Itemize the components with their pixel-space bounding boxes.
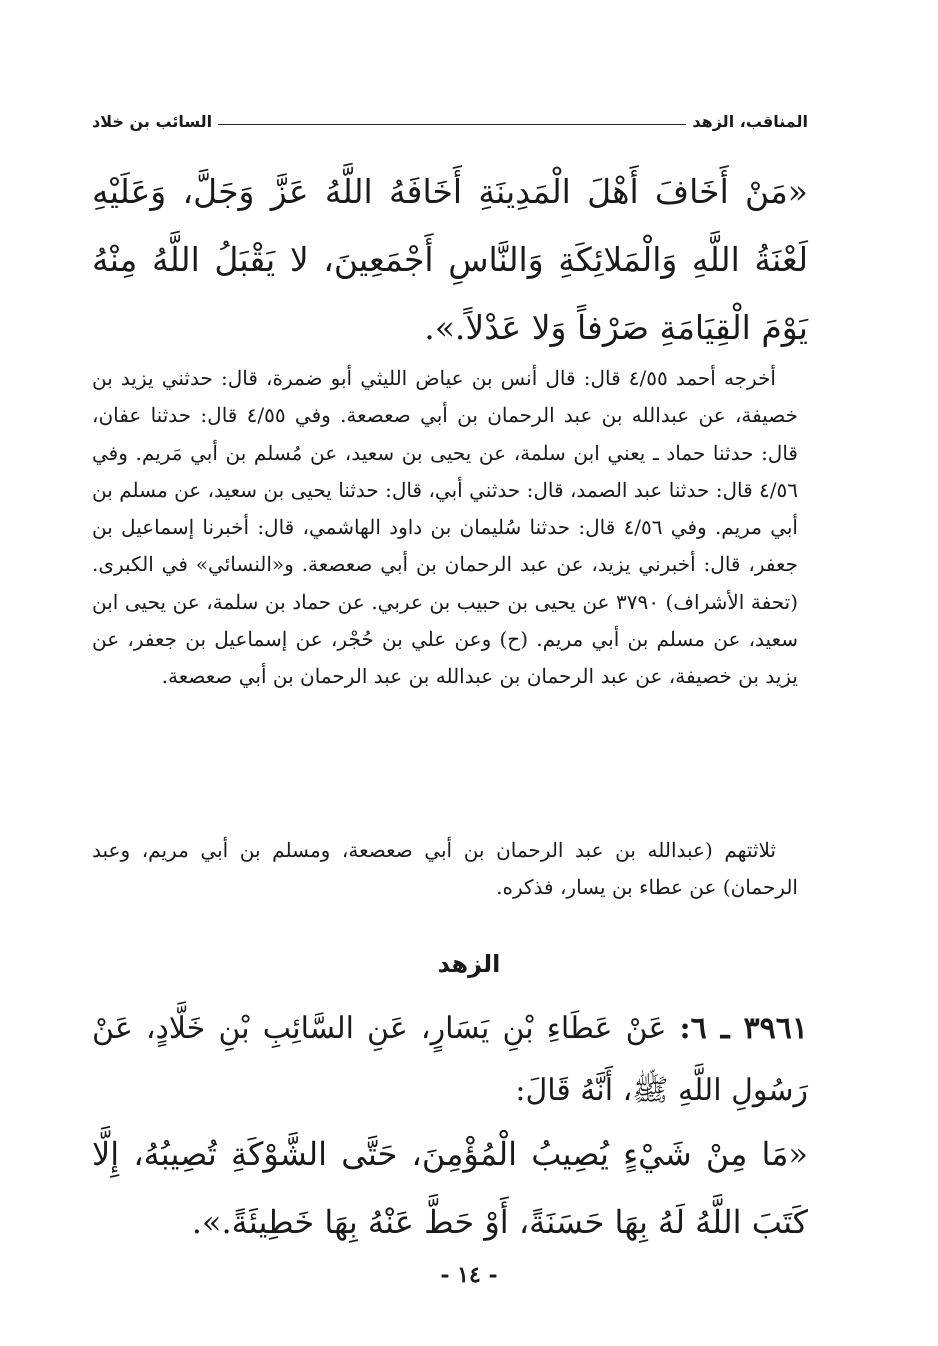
- hadith-text-2: «مَا مِنْ شَيْءٍ يُصِيبُ الْمُؤْمِنَ، حَتَّى الشَّوْكَةِ تُصِيبُهُ، إِلَّا كَتَبَ اللَّهُ لَهُ بِهَا حَسَنَةً، أَوْ حَطَّ عَنْهُ بِهَا خَطِيئَةً.».: [92, 1135, 808, 1241]
- section-title: الزهد: [437, 950, 501, 978]
- page-number: - ١٤ -: [440, 1262, 498, 1288]
- header-narrator-title: السائب بن خلاد: [92, 112, 213, 131]
- takhrij-paragraph: أخرجه أحمد ٤/٥٥ قال: قال أنس بن عياض الليثي أبو ضمرة، قال: حدثني يزيد بن خصيفة، عن عبدالله بن عبد الرحمان بن أبي صعصعة. وفي ٤/٥٥ قال: حدثنا عفان، قال: حدثنا حماد ـ يعني ابن سلمة، عن يحيى بن سعيد، عن مُسلم بن أبي مَريم. وفي ٤/٥٦ قال: حدثنا عبد الصمد، قال: حدثني أبي، قال: حدثنا يحيى بن سعيد، عن مسلم بن أبي مريم. وفي ٤/٥٦ قال: حدثنا سُليمان بن داود الهاشمي، قال: أخبرنا إسماعيل بن جعفر، قال: أخبرني يزيد، عن عبد الرحمان بن أبي صعصعة. و«النسائي» في الكبرى. (تحفة الأشراف) ٣٧٩٠ عن يحيى بن حبيب بن عربي. عن حماد بن سلمة، عن يحيى ابن سعيد، عن مسلم بن أبي مريم. (ح) وعن علي بن حُجْر، عن إسماعيل بن جعفر، عن يزيد بن خصيفة، عن عبد الرحمان بن عبدالله بن عبد الرحمان بن أبي صعصعة.: [92, 366, 799, 689]
- hadith-chain: عَنْ عَطَاءِ بْنِ يَسَارٍ، عَنِ السَّائِبِ بْنِ خَلَّادٍ، عَنْ رَسُولِ اللَّهِ ﷺ، أَنَّهُ قَالَ:: [92, 1011, 808, 1108]
- hadith-number: ٣٩٦١ ـ ٦:: [679, 1011, 808, 1046]
- hadith-text-1: «مَنْ أَخَافَ أَهْلَ الْمَدِينَةِ أَخَافَهُ اللَّهُ عَزَّ وَجَلَّ، وَعَلَيْهِ لَعْنَةُ اللَّهِ وَالْمَلائِكَةِ وَالنَّاسِ أَجْمَعِينَ، لا يَقْبَلُ اللَّهُ مِنْهُ يَوْمَ الْقِيَامَةِ صَرْفاً وَلا عَدْلاً.».: [92, 172, 808, 347]
- header-rule: [218, 124, 686, 125]
- hadith-intro: [92, 998, 808, 1122]
- summary-paragraph: ثلاثتهم (عبدالله بن عبد الرحمان بن أبي صعصعة، ومسلم بن أبي مريم، وعبد الرحمان) عن عطاء بن يسار، فذكره.: [92, 838, 798, 899]
- header-chapter-title: المناقب، الزهد: [692, 112, 808, 131]
- running-header: [92, 103, 808, 131]
